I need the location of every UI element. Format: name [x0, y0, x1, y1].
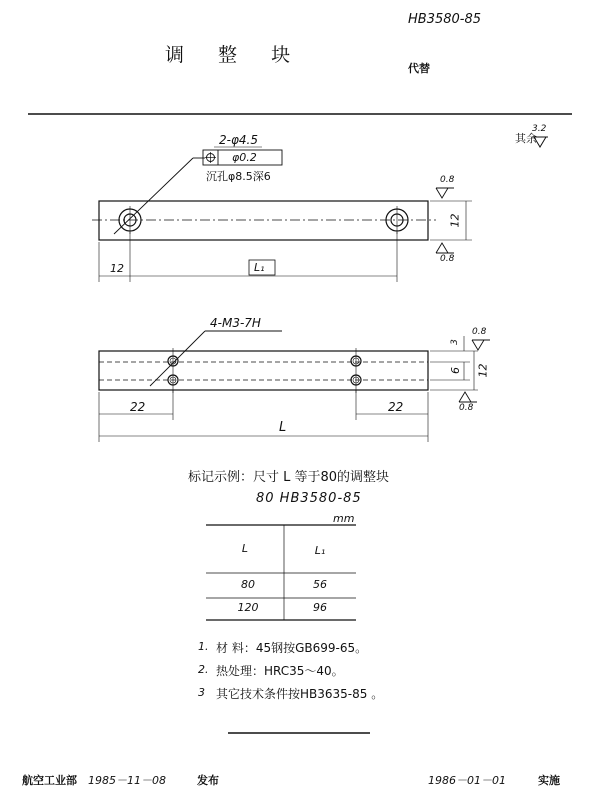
requirement-text: 热处理：HRC35～40。: [216, 664, 344, 678]
top-height-dim: 12: [448, 213, 462, 228]
top-roughness-lower: 0.8: [440, 254, 455, 264]
thread-callout: 4-M3-7H: [210, 316, 261, 330]
table-cell: 56: [313, 578, 327, 591]
document-title: 调 整 块: [165, 44, 305, 66]
requirement-text: 材 料：45钢按GB699-65。: [216, 641, 368, 655]
standard-number: HB3580-85: [408, 12, 482, 27]
effective-date: 1986－01－01: [428, 774, 506, 787]
table-cell: 96: [313, 601, 327, 614]
table-cell: 120: [237, 601, 259, 614]
issue-date: 1985－11－08: [88, 774, 166, 787]
table-header-l1: L₁: [314, 544, 326, 557]
roughness-rest-label: 其余: [515, 132, 537, 145]
center-distance-dim: L₁: [254, 261, 265, 274]
top-roughness-upper: 0.8: [440, 175, 455, 185]
table-unit: mm: [333, 512, 355, 525]
length-dim: L: [279, 420, 287, 435]
requirement-text: 其它技术条件按HB3635-85 。: [216, 687, 384, 701]
thickness-dim: 3: [449, 339, 460, 345]
roughness-rest-value: 3.2: [532, 124, 547, 134]
replaces-label: 代替: [408, 62, 430, 75]
issue-label: 发布: [197, 774, 219, 787]
top-left-offset-dim: 12: [110, 262, 124, 275]
position-tolerance: φ0.2: [232, 151, 257, 164]
table-header-l: L: [241, 542, 249, 555]
side-view: [99, 331, 490, 442]
hole-callout: 2-φ4.5: [219, 133, 258, 147]
inner-height-dim: 6: [449, 367, 462, 374]
effective-label: 实施: [538, 774, 560, 787]
marking-example-code: 80 HB3580-85: [256, 491, 362, 506]
hole-leader: [114, 158, 193, 234]
side-height-dim: 12: [476, 363, 490, 378]
side-left-offset-dim: 22: [130, 400, 146, 414]
requirement-number: 3: [198, 686, 205, 699]
table-cell: 80: [241, 578, 255, 591]
top-view-outline: [99, 201, 428, 240]
requirement-number: 2.: [198, 663, 209, 676]
requirement-number: 1.: [198, 640, 209, 653]
side-roughness-upper: 0.8: [472, 327, 487, 337]
side-roughness-lower: 0.8: [459, 403, 474, 413]
counterbore-note: 沉孔φ8.5深6: [206, 170, 271, 183]
side-view-outline: [99, 351, 428, 390]
top-view: [92, 147, 472, 282]
side-right-offset-dim: 22: [388, 400, 404, 414]
issuer: 航空工业部: [22, 774, 77, 787]
marking-example-label: 标记示例：尺寸 L 等于80的调整块: [188, 470, 390, 485]
